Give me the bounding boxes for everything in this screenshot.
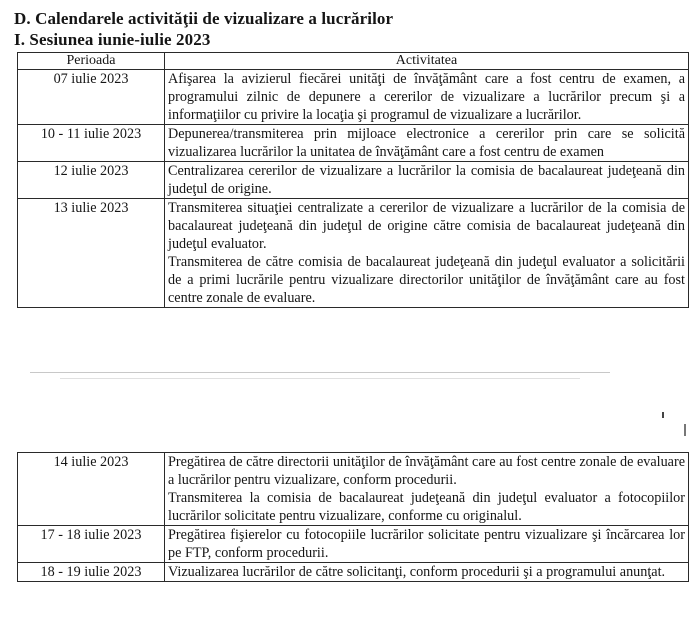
period-cell: 14 iulie 2023 [18, 453, 165, 526]
table-row [18, 453, 689, 526]
activity-cell [165, 199, 689, 308]
table-row [18, 70, 689, 125]
period-cell: 17 - 18 iulie 2023 [18, 526, 165, 563]
calendar-table-bottom [17, 452, 689, 582]
activity-text: Vizualizarea lucrărilor de către solicitanţi, conform procedurii şi a programului anunţat. [168, 564, 666, 580]
period-cell: 12 iulie 2023 [18, 162, 165, 199]
table-row [18, 199, 689, 308]
activity-text: Transmiterea de către comisia de bacalaureat judeţeană din judeţul evaluator a solicitării de a primi lucrările pentru vizualizare directorilor unităţilor de învăţământ care au fost centre zonale de evaluare. [168, 254, 685, 306]
page-break-line [30, 372, 610, 373]
period-cell: 18 - 19 iulie 2023 [18, 563, 165, 582]
session-heading: I. Sesiunea iunie-iulie 2023 [14, 30, 211, 49]
activity-cell [165, 70, 689, 125]
activity-text: Depunerea/transmiterea prin mijloace electronice a cererilor prin care se solicită vizualizarea lucrărilor la unitatea de învăţământ care a fost centru de examen [168, 126, 685, 160]
calendar-table-top [17, 52, 689, 308]
period-cell: 10 - 11 iulie 2023 [18, 125, 165, 162]
period-cell: 13 iulie 2023 [18, 199, 165, 308]
activity-text: Pregătirea fişierelor cu fotocopiile lucrărilor solicitate pentru vizualizare şi încărcarea lor pe FTP, conform procedurii. [168, 527, 685, 561]
period-column-header: Perioada [18, 53, 165, 70]
period-cell: 07 iulie 2023 [18, 70, 165, 125]
table-row [18, 563, 689, 582]
table-row [18, 526, 689, 563]
activity-cell [165, 526, 689, 563]
activity-text: Transmiterea la comisia de bacalaureat judeţeană din judeţul evaluator a fotocopiilor lucrărilor solicitate pentru vizualizare, conforme cu originalul. [168, 490, 685, 524]
activity-text: Centralizarea cererilor de vizualizare a lucrărilor la comisia de bacalaureat judeţeană din judeţul de origine. [168, 163, 685, 197]
activity-text: Pregătirea de către directorii unităţilor de învăţământ care au fost centre zonale de evaluare a lucrărilor pentru vizualizare, conform procedurii. [168, 454, 685, 488]
document-heading: D. Calendarele activităţii de vizualizare a lucrărilor [14, 9, 394, 28]
page-break-line [60, 378, 580, 379]
table-row [18, 162, 689, 199]
activity-text: Afişarea la avizierul fiecărei unităţi de învăţământ care a fost centru de examen, a programului zilnic de depunere a cererilor de vizualizare a lucrărilor precum şi a informaţiilor cu privire la locaţia şi programul de vizualizare a lucrărilor. [168, 71, 685, 123]
activity-cell [165, 563, 689, 582]
activity-column-header: Activitatea [165, 53, 689, 70]
activity-cell [165, 453, 689, 526]
scan-speck [662, 412, 664, 418]
table-header-row [18, 53, 689, 70]
activity-text: Transmiterea situaţiei centralizate a cererilor de vizualizare a lucrărilor de la comisia de bacalaureat judeţeană din judeţul de origine către comisia de bacalaureat judeţeană din judeţul evaluator. [168, 200, 685, 252]
scan-speck [684, 424, 686, 436]
activity-cell [165, 125, 689, 162]
activity-cell [165, 162, 689, 199]
table-row [18, 125, 689, 162]
